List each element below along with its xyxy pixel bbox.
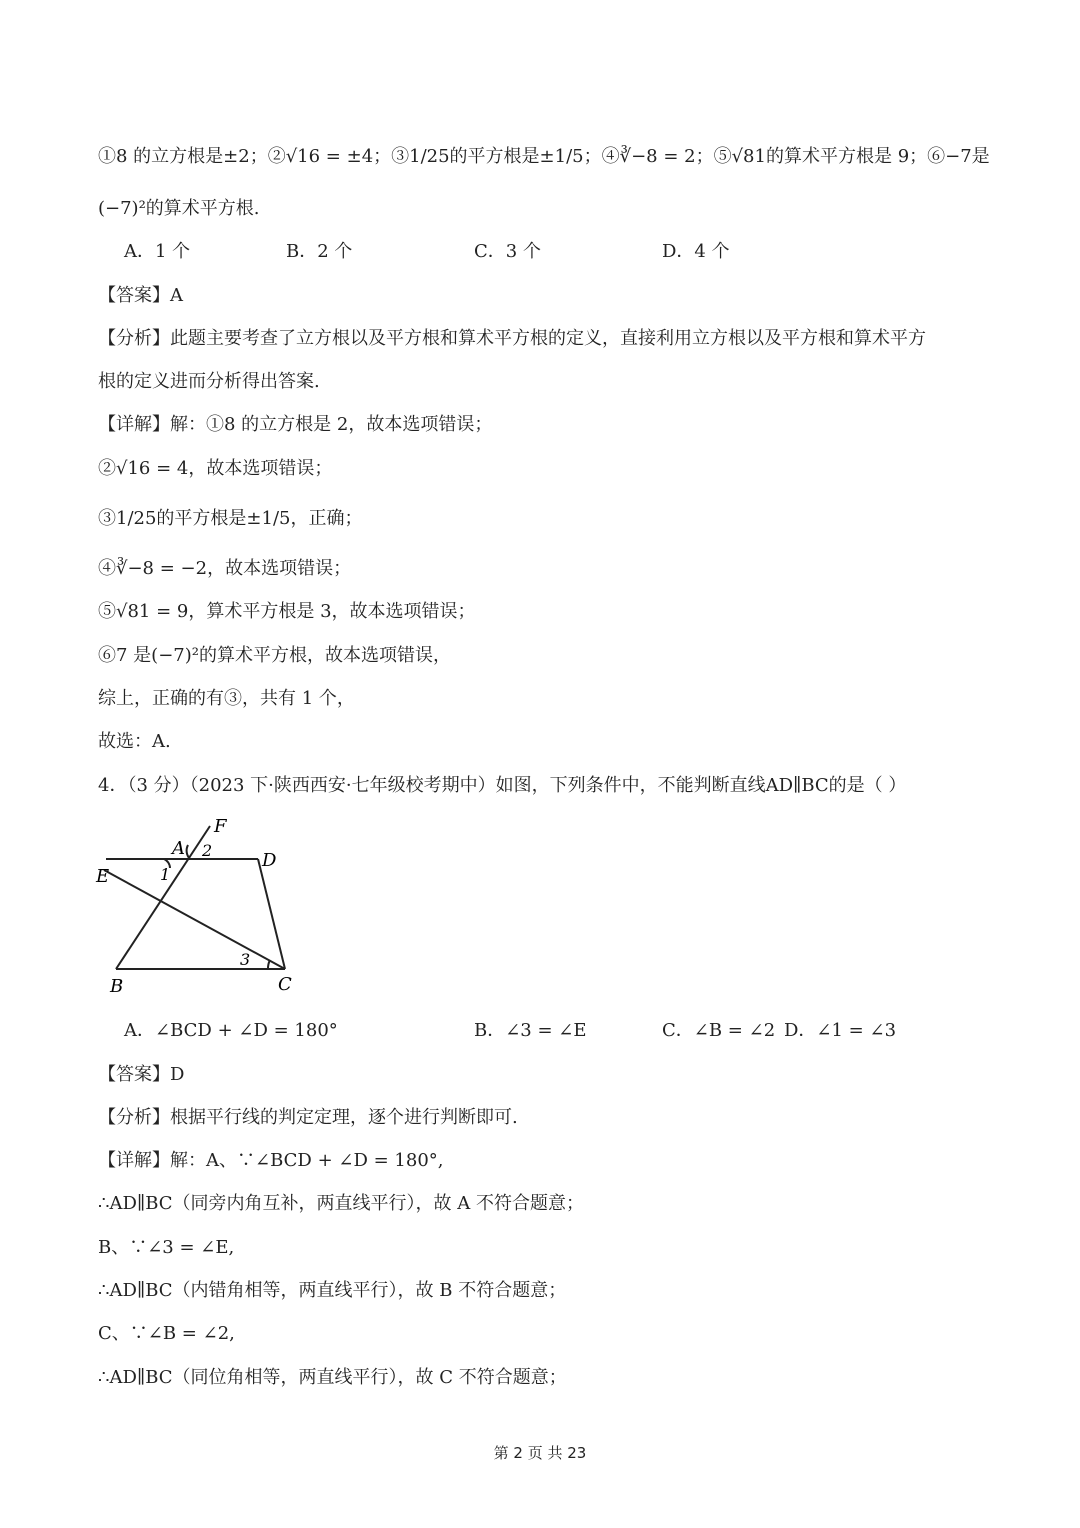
label-angle-1: 1	[160, 865, 171, 884]
page-footer: 第 2 页 共 23	[493, 1444, 587, 1462]
q4-detail-line: ∴AD∥BC（同旁内角互补，两直线平行），故 A 不符合题意；	[98, 1193, 584, 1214]
q3-analysis-line1: 【分析】此题主要考查了立方根以及平方根和算术平方根的定义，直接利用立方根以及平方根和算术平方	[98, 328, 926, 349]
segment-ec	[104, 870, 285, 969]
q4-answer: 【答案】D	[98, 1064, 185, 1085]
q4-detail-line: B、∵∠3 = ∠E,	[98, 1237, 235, 1258]
q4-detail-line: ∴AD∥BC（内错角相等，两直线平行），故 B 不符合题意；	[98, 1280, 567, 1301]
label-a: A	[172, 838, 185, 859]
q4-detail-line: ∴AD∥BC（同位角相等，两直线平行），故 C 不符合题意；	[98, 1367, 567, 1388]
q3-analysis-line2: 根的定义进而分析得出答案.	[98, 371, 320, 392]
q4-option-b: B．∠3 = ∠E	[474, 1020, 587, 1041]
q3-detail-line: 故选：A.	[98, 731, 171, 752]
q3-detail-line: ⑤√81 = 9，算术平方根是 3，故本选项错误；	[98, 601, 476, 622]
q3-option-a: A．1 个	[124, 241, 191, 262]
q3-detail-line: 【详解】解：①8 的立方根是 2，故本选项错误；	[98, 414, 493, 435]
q4-stem: 4．（3 分）（2023 下·陕西西安·七年级校考期中）如图，下列条件中，不能判断直线AD∥BC的是（ ）	[98, 775, 907, 796]
q3-stem-line1: ①8 的立方根是±2；②√16 = ±4；③1/25的平方根是±1/5；④∛−8 = 2；⑤√81的算术平方根是 9；⑥−7是	[98, 146, 990, 167]
q3-detail-line: ④∛−8 = −2，故本选项错误；	[98, 558, 352, 579]
q4-detail-line: C、∵∠B = ∠2,	[98, 1323, 235, 1344]
label-angle-2: 2	[202, 841, 213, 860]
q3-stem-line2: (−7)²的算术平方根.	[98, 198, 260, 219]
q4-option-c: C．∠B = ∠2	[662, 1020, 776, 1041]
label-e: E	[96, 866, 110, 887]
q3-option-b: B．2 个	[286, 241, 353, 262]
q3-option-c: C．3 个	[474, 241, 541, 262]
q3-option-d: D．4 个	[662, 241, 730, 262]
angle-2-arc	[187, 845, 190, 859]
label-b: B	[110, 976, 124, 997]
label-f: F	[214, 816, 227, 837]
q3-answer: 【答案】A	[98, 285, 183, 306]
q3-detail-line: 综上，正确的有③，共有 1 个，	[98, 688, 355, 709]
label-c: C	[278, 974, 292, 995]
label-angle-3: 3	[240, 950, 251, 969]
label-d: D	[262, 850, 277, 871]
angle-3-arc	[268, 960, 270, 969]
q3-detail-line: ⑥7 是(−7)²的算术平方根，故本选项错误，	[98, 645, 451, 666]
q4-analysis: 【分析】根据平行线的判定定理，逐个进行判断即可.	[98, 1107, 518, 1128]
q4-detail-line: 【详解】解：A、∵∠BCD + ∠D = 180°,	[98, 1150, 444, 1171]
q4-option-a: A．∠BCD + ∠D = 180°	[124, 1020, 338, 1041]
q3-detail-line: ②√16 = 4，故本选项错误；	[98, 458, 333, 479]
segment-bf	[116, 826, 213, 969]
segment-dc	[258, 859, 285, 969]
q4-option-d: D．∠1 = ∠3	[784, 1020, 897, 1041]
q4-geometry-figure	[90, 812, 310, 1002]
q3-detail-line: ③1/25的平方根是±1/5，正确；	[98, 508, 363, 529]
